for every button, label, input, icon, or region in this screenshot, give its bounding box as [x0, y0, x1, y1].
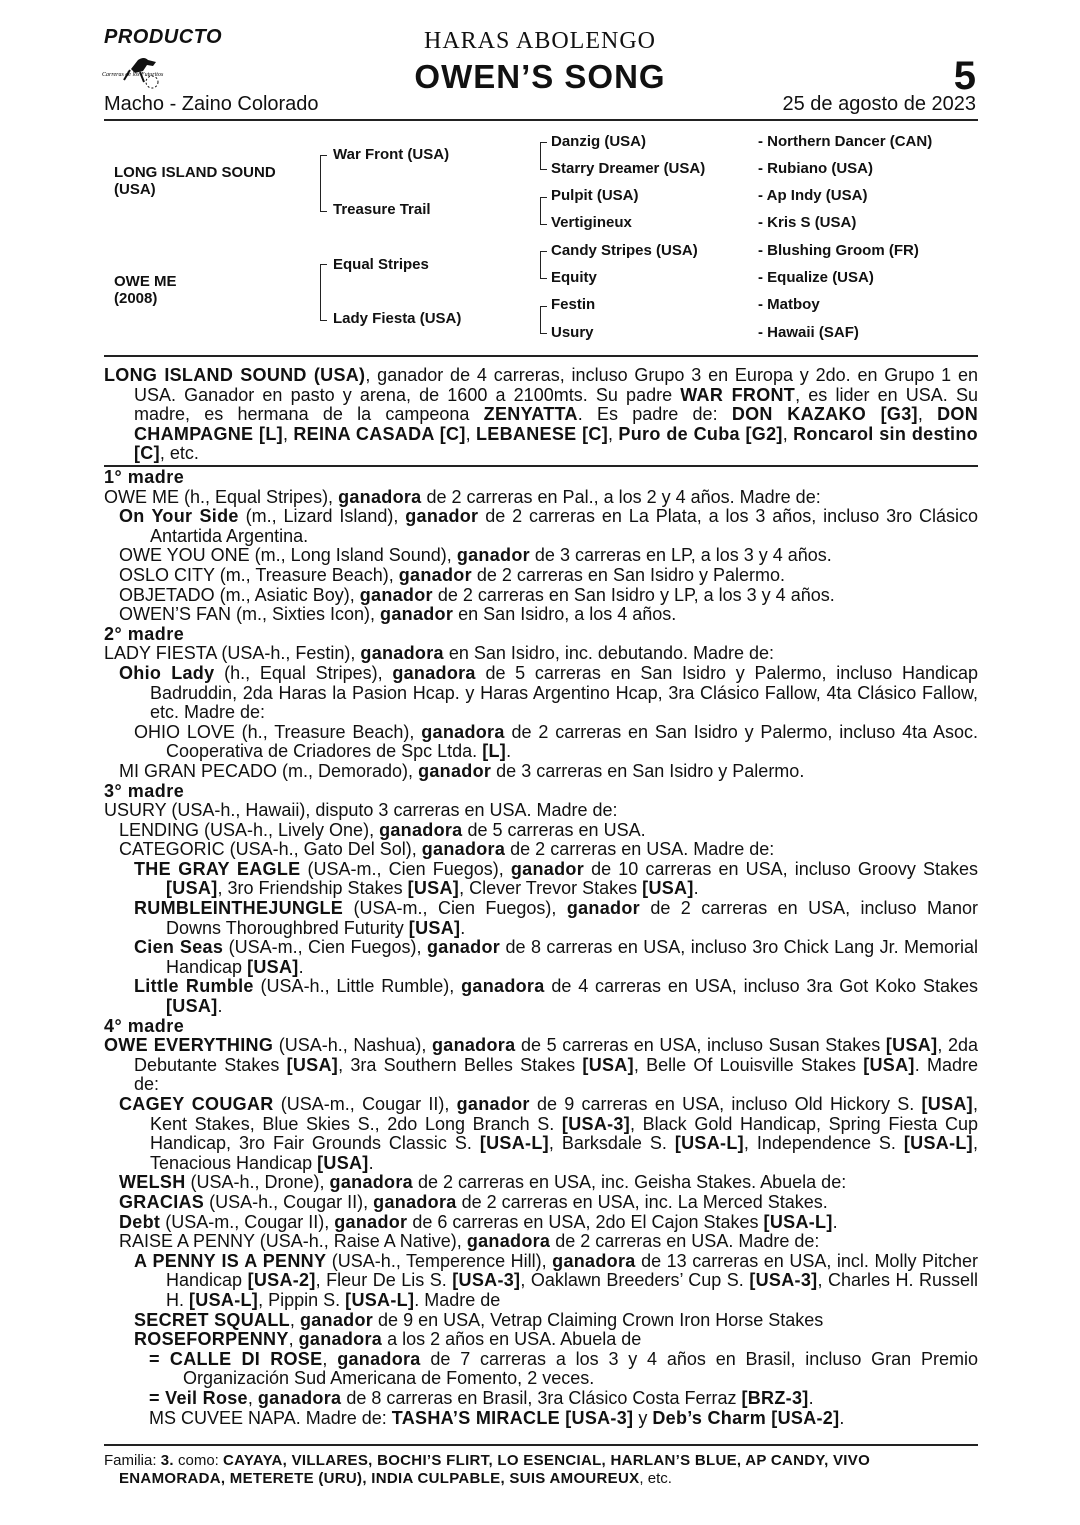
horse-name: OWEN’S SONG	[414, 58, 666, 95]
dam4-line: = Veil Rose, ganadora de 8 carreras en Brasil, 3ra Clásico Costa Ferraz [BRZ-3].	[149, 1387, 814, 1408]
gen2-item: War Front (USA)	[333, 146, 450, 163]
bracket-gen3	[540, 142, 547, 170]
lot-number: 5	[953, 54, 976, 98]
dam4-line: ROSEFORPENNY, ganadora a los 2 años en USA. Abuela de	[134, 1329, 642, 1350]
dam4-heading: 4° madre	[104, 1015, 185, 1036]
gen3-item: Starry Dreamer (USA)	[551, 160, 706, 177]
gen3-item: Candy Stripes (USA)	[551, 242, 698, 259]
dam3-line: USURY (USA-h., Hawaii), disputo 3 carreras en USA. Madre de:	[104, 800, 618, 821]
dam3-line: Little Rumble (USA-h., Little Rumble), ganadora de 4 carreras en USA, incluso 3ra Got Koko Stakes [USA].	[134, 976, 978, 1017]
gen3-item: Festin	[551, 296, 596, 313]
gen4-item: - Equalize (USA)	[758, 269, 874, 286]
product-label: PRODUCTO	[104, 26, 223, 48]
sire-name: LONG ISLAND SOUND	[114, 164, 276, 181]
footer-divider	[104, 1444, 978, 1446]
sire-divider	[104, 465, 978, 467]
dam3-line: RUMBLEINTHEJUNGLE (USA-m., Cien Fuegos), ganador de 2 carreras en USA, incluso Manor Downs Thoroughbred Futurity [USA].	[134, 898, 978, 938]
dam2-line: LADY FIESTA (USA-h., Festin), ganadora en San Isidro, inc. debutando. Madre de:	[104, 643, 775, 664]
dam4-line: Debt (USA-m., Cougar II), ganador de 6 carreras en USA, 2do El Cajon Stakes [USA-L].	[119, 1211, 838, 1232]
logo-text: Carreras de los Futuritos	[102, 72, 164, 78]
dam3-line: LENDING (USA-h., Lively One), ganadora de 5 carreras en USA.	[119, 819, 646, 840]
dam-name: OWE ME	[114, 273, 177, 290]
dam4-line: A PENNY IS A PENNY (USA-h., Temperence Hill), ganadora de 13 carreras en USA, incl. Molly Pitcher Handicap [USA-2], Fleur De Lis S. [USA-3], Oaklawn Breeders’ Cup S. [USA-3], Charles H. Russell H. [USA-L], Pippin S. [USA-L]. Madre de	[134, 1250, 979, 1310]
dam2-heading: 2° madre	[104, 623, 185, 644]
bracket-dam	[320, 264, 327, 321]
gen2-item: Equal Stripes	[333, 256, 429, 273]
pedigree-sire	[114, 164, 324, 198]
dam-year: (2008)	[114, 290, 158, 307]
sire-text: LONG ISLAND SOUND (USA), ganador de 4 carreras, incluso Grupo 3 en Europa y 2do. en Grupo 1 en USA. Ganador en pasto y arena, de 1600 a 2100mts. Su padre WAR FRONT, es lider en USA. Su madre, es hermana de la campeona ZENYATTA. Es padre de: DON KAZAKO [G3], DON CHAMPAGNE [L], REINA CASADA [C], LEBANESE [C], Puro de Cuba [G2], Roncarol sin destino [C], etc.	[104, 365, 978, 464]
dam3-line: THE GRAY EAGLE (USA-m., Cien Fuegos), ganador de 10 carreras en USA, incluso Groovy Stakes [USA], 3ro Friendship Stakes [USA], Clever Trevor Stakes [USA].	[134, 858, 978, 899]
bracket-gen3	[540, 197, 547, 225]
dam4-line: WELSH (USA-h., Drone), ganadora de 2 carreras en USA, inc. Geisha Stakes. Abuela de:	[119, 1172, 847, 1193]
sire-paragraph	[104, 366, 978, 464]
birth-date: 25 de agosto de 2023	[782, 93, 976, 115]
dam4-line: = CALLE DI ROSE, ganadora de 7 carreras a los 3 y 4 años en Brasil, incluso Gran Premio Organización Sud Americana de Fomento, 2 veces.	[149, 1348, 978, 1389]
gen4-item: - Kris S (USA)	[758, 214, 857, 231]
gen2-item: Treasure Trail	[333, 201, 431, 218]
gen3-item: Vertigineux	[551, 214, 632, 231]
gen4-item: - Hawaii (SAF)	[758, 324, 859, 341]
dam1-line: OSLO CITY (m., Treasure Beach), ganador de 2 carreras en San Isidro y Palermo.	[119, 564, 786, 585]
sire-origin: (USA)	[114, 181, 156, 198]
haras-name: HARAS ABOLENGO	[423, 28, 656, 54]
dam4-line: SECRET SQUALL, ganador de 9 en USA, Vetrap Claiming Crown Iron Horse Stakes	[134, 1309, 824, 1330]
dam1-heading: 1° madre	[104, 467, 185, 487]
dam1-line: OWE ME (h., Equal Stripes), ganadora de 2 carreras en Pal., a los 2 y 4 años. Madre de:	[104, 486, 821, 507]
dam3-line: Cien Seas (USA-m., Cien Fuegos), ganador de 8 carreras en USA, incluso 3ro Chick Lang Jr. Memorial Handicap [USA].	[134, 937, 979, 977]
dam4-line: GRACIAS (USA-h., Cougar II), ganadora de 2 carreras en USA, inc. La Merced Stakes.	[119, 1191, 828, 1212]
gen3-item: Equity	[551, 269, 597, 286]
dam4-line: OWE EVERYTHING (USA-h., Nashua), ganadora de 5 carreras en USA, incluso Susan Stakes [USA], 2da Debutante Stakes [USA], 3ra Southern Belles Stakes [USA], Belle Of Louisville Stakes [USA]. Madre de:	[104, 1035, 978, 1095]
family-text: Familia: 3. como: CAYAYA, VILLARES, BOCHI’S FLIRT, LO ESENCIAL, HARLAN’S BLUE, AP CANDY, VIVO ENAMORADA, METERETE (URU), INDIA CULPABLE, SUIS AMOUREUX, etc.	[104, 1452, 871, 1487]
dam1-line: OWEN’S FAN (m., Sixties Icon), ganador en San Isidro, a los 4 años.	[119, 604, 677, 625]
gen4-item: - Blushing Groom (FR)	[758, 242, 919, 259]
dam1-line: On Your Side (m., Lizard Island), ganador de 2 carreras en La Plata, a los 3 años, incluso 3ro Clásico Antartida Argentina.	[119, 506, 978, 546]
pedigree-divider	[104, 355, 978, 357]
gen3-item: Usury	[551, 324, 594, 341]
dam4-line: MS CUVEE NAPA. Madre de: TASHA’S MIRACLE [USA-3] y Deb’s Charm [USA-2].	[149, 1407, 845, 1428]
dam3-line: CATEGORIC (USA-h., Gato Del Sol), ganadora de 2 carreras en USA. Madre de:	[119, 839, 775, 860]
pedigree-dam	[114, 273, 324, 307]
dam1-line: OWE YOU ONE (m., Long Island Sound), ganador de 3 carreras en LP, a los 3 y 4 años.	[119, 545, 832, 566]
gen4-item: - Matboy	[758, 296, 820, 313]
dam2-line: MI GRAN PECADO (m., Demorado), ganador de 3 carreras en San Isidro y Palermo.	[119, 760, 805, 781]
female-line	[104, 468, 978, 1428]
gen4-item: - Northern Dancer (CAN)	[758, 133, 933, 150]
dam2-line: Ohio Lady (h., Equal Stripes), ganadora de 5 carreras en San Isidro y Palermo, incluso Handicap Badruddin, 2da Haras la Pasion Hcap. y Haras Argentino Hcap, 3ra Clásico Fallow, 4ta Clásico Fallow, etc. Madre de:	[119, 662, 978, 723]
sex-color: Macho - Zaino Colorado	[104, 93, 319, 115]
family-footer	[104, 1452, 978, 1488]
bracket-gen3	[540, 306, 547, 334]
bracket-gen3	[540, 251, 547, 279]
gen3-item: Danzig (USA)	[551, 133, 646, 150]
dam1-line: OBJETADO (m., Asiatic Boy), ganador de 2 carreras en San Isidro y LP, a los 3 y 4 años.	[119, 584, 835, 605]
gen3-item: Pulpit (USA)	[551, 187, 639, 204]
gen4-item: - Rubiano (USA)	[758, 160, 873, 177]
dam4-line: RAISE A PENNY (USA-h., Raise A Native), ganadora de 2 carreras en USA. Madre de:	[119, 1231, 820, 1252]
dam4-line: CAGEY COUGAR (USA-m., Cougar II), ganador de 9 carreras en USA, incluso Old Hickory S. [USA], Kent Stakes, Blue Skies S., 2do Long Branch S. [USA-3], Black Gold Handicap, Spring Fiesta Cup Handicap, 3ro Fair Grounds Classic S. [USA-L], Barksdale S. [USA-L], Independence S. [USA-L], Tenacious Handicap [USA].	[119, 1094, 978, 1173]
bracket-sire	[320, 155, 327, 212]
gen2-item: Lady Fiesta (USA)	[333, 310, 462, 327]
dam2-line: OHIO LOVE (h., Treasure Beach), ganadora de 2 carreras en San Isidro y Palermo, incluso 4ta Asoc. Cooperativa de Criadores de Spc Ltda. [L].	[134, 721, 978, 762]
gen4-item: - Ap Indy (USA)	[758, 187, 868, 204]
dam3-heading: 3° madre	[104, 780, 185, 801]
header-divider	[104, 119, 978, 121]
